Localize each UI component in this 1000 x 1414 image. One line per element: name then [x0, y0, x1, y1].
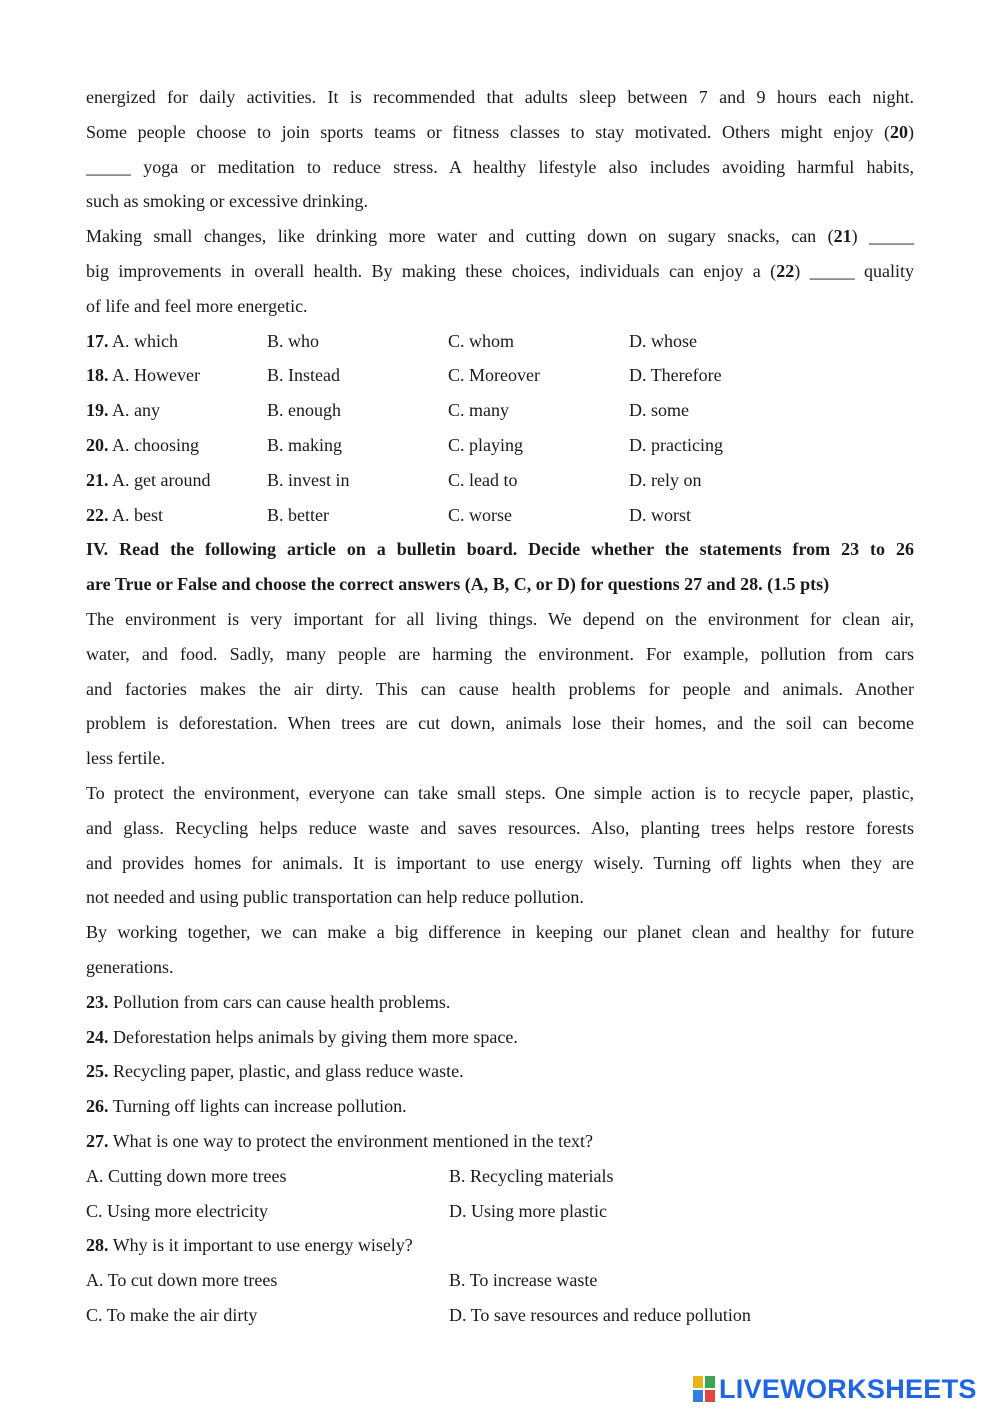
- mc-question-17: [86, 324, 914, 359]
- option-d[interactable]: D. Using more plastic: [449, 1200, 607, 1221]
- liveworksheets-logo-icon: [693, 1376, 715, 1402]
- option-b[interactable]: B. invest in: [267, 469, 350, 490]
- passage-line: Making small changes, like drinking more water and cutting down on sugary snacks, can (21) _____: [86, 226, 914, 247]
- option-c[interactable]: C. To make the air dirty: [86, 1304, 258, 1325]
- option-a[interactable]: A. which: [112, 330, 179, 351]
- passage-line: of life and feel more energetic.: [86, 295, 308, 316]
- question-28: [86, 1228, 914, 1263]
- question-number: 27.: [86, 1130, 109, 1151]
- article-line: and glass. Recycling helps reduce waste and saves resources. Also, planting trees helps restore forests: [86, 817, 914, 838]
- question-number: 23.: [86, 991, 109, 1012]
- tf-statement-26[interactable]: [86, 1089, 914, 1124]
- option-d[interactable]: D. To save resources and reduce pollution: [449, 1304, 751, 1325]
- logo-text: LIVEWORKSHEETS: [719, 1373, 977, 1404]
- option-c[interactable]: C. worse: [448, 504, 512, 525]
- question-number: 21.: [86, 469, 109, 490]
- option-d[interactable]: D. worst: [629, 504, 691, 525]
- article-line: and factories makes the air dirty. This can cause health problems for people and animals. Another: [86, 678, 914, 699]
- option-c[interactable]: C. many: [448, 400, 509, 421]
- mc-question-18: [86, 358, 914, 393]
- question-number: 18.: [86, 365, 109, 386]
- option-c[interactable]: C. lead to: [448, 469, 518, 490]
- option-c[interactable]: C. Moreover: [448, 365, 540, 386]
- q28-options-row: [86, 1263, 914, 1298]
- option-b[interactable]: B. making: [267, 434, 342, 455]
- option-c[interactable]: C. whom: [448, 330, 515, 351]
- statement-text: Deforestation helps animals by giving them more space.: [113, 1026, 518, 1047]
- mc-question-22: [86, 498, 914, 533]
- article-line: generations.: [86, 956, 174, 977]
- option-b[interactable]: B. better: [267, 504, 329, 525]
- article-paragraph-1: [86, 602, 914, 776]
- option-c[interactable]: C. playing: [448, 434, 523, 455]
- option-b[interactable]: B. who: [267, 330, 320, 351]
- worksheet-page: [86, 80, 914, 1333]
- question-text: Why is it important to use energy wisely?: [112, 1235, 413, 1256]
- option-a[interactable]: A. To cut down more trees: [86, 1270, 278, 1291]
- mc-question-21: [86, 463, 914, 498]
- article-line: not needed and using public transportation can help reduce pollution.: [86, 887, 584, 908]
- q28-options-row: [86, 1298, 914, 1333]
- mc-question-19: [86, 393, 914, 428]
- option-d[interactable]: D. whose: [629, 330, 697, 351]
- blank-number-22: 22: [776, 260, 795, 281]
- option-a[interactable]: A. any: [112, 400, 161, 421]
- passage-line: such as smoking or excessive drinking.: [86, 191, 368, 212]
- option-a[interactable]: A. get around: [112, 469, 211, 490]
- question-text: What is one way to protect the environment mentioned in the text?: [112, 1130, 594, 1151]
- option-b[interactable]: B. Recycling materials: [449, 1165, 614, 1186]
- article-line: To protect the environment, everyone can take small steps. One simple action is to recycle paper, plastic,: [86, 782, 914, 803]
- option-d[interactable]: D. rely on: [629, 469, 702, 490]
- option-a[interactable]: A. choosing: [112, 434, 200, 455]
- question-number: 25.: [86, 1061, 109, 1082]
- tf-statement-23[interactable]: [86, 985, 914, 1020]
- question-number: 17.: [86, 330, 109, 351]
- q27-options-row: [86, 1159, 914, 1194]
- passage-line: _____ yoga or meditation to reduce stress. A healthy lifestyle also includes avoiding harmful habits,: [86, 156, 914, 177]
- option-b[interactable]: B. Instead: [267, 365, 340, 386]
- article-line: less fertile.: [86, 748, 165, 769]
- statement-text: Recycling paper, plastic, and glass reduce waste.: [113, 1061, 464, 1082]
- question-number: 28.: [86, 1235, 109, 1256]
- passage-line: Some people choose to join sports teams or fitness classes to stay motivated. Others might enjoy (20): [86, 121, 914, 142]
- blank-number-20: 20: [890, 121, 908, 142]
- article-line: and provides homes for animals. It is important to use energy wisely. Turning off lights when they are: [86, 852, 914, 873]
- option-c[interactable]: C. Using more electricity: [86, 1200, 268, 1221]
- tf-statement-24[interactable]: [86, 1020, 914, 1055]
- option-d[interactable]: D. practicing: [629, 434, 723, 455]
- passage-line: big improvements in overall health. By making these choices, individuals can enjoy a (22) _____ quality: [86, 260, 914, 281]
- question-number: 24.: [86, 1026, 109, 1047]
- option-a[interactable]: A. Cutting down more trees: [86, 1165, 287, 1186]
- statement-text: Turning off lights can increase pollution.: [112, 1096, 407, 1117]
- tf-statement-25[interactable]: [86, 1054, 914, 1089]
- article-line: problem is deforestation. When trees are cut down, animals lose their homes, and the soil can become: [86, 713, 914, 734]
- mc-question-20: [86, 428, 914, 463]
- option-d[interactable]: D. some: [629, 400, 689, 421]
- article-line: By working together, we can make a big difference in keeping our planet clean and healthy for future: [86, 922, 914, 943]
- liveworksheets-logo: [693, 1372, 977, 1406]
- question-number: 19.: [86, 400, 109, 421]
- option-a[interactable]: A. best: [112, 504, 164, 525]
- blank-number-21: 21: [833, 226, 852, 247]
- option-a[interactable]: A. However: [112, 365, 200, 386]
- question-number: 20.: [86, 434, 109, 455]
- section-heading: are True or False and choose the correct answers (A, B, C, or D) for questions 27 and 28. (1.5 pts): [86, 574, 830, 595]
- option-b[interactable]: B. enough: [267, 400, 341, 421]
- article-line: water, and food. Sadly, many people are harming the environment. For example, pollution from cars: [86, 643, 914, 664]
- section-heading: IV. Read the following article on a bulletin board. Decide whether the statements from 23 to 26: [86, 539, 914, 560]
- option-d[interactable]: D. Therefore: [629, 365, 722, 386]
- passage-line: energized for daily activities. It is recommended that adults sleep between 7 and 9 hours each night.: [86, 87, 914, 107]
- statement-text: Pollution from cars can cause health problems.: [113, 991, 451, 1012]
- question-number: 22.: [86, 504, 109, 525]
- q27-options-row: [86, 1194, 914, 1229]
- option-b[interactable]: B. To increase waste: [449, 1270, 598, 1291]
- question-number: 26.: [86, 1096, 109, 1117]
- article-line: The environment is very important for all living things. We depend on the environment for clean air,: [86, 608, 914, 629]
- article-paragraph-2: [86, 776, 914, 915]
- question-27: [86, 1124, 914, 1159]
- article-paragraph-3: [86, 915, 914, 985]
